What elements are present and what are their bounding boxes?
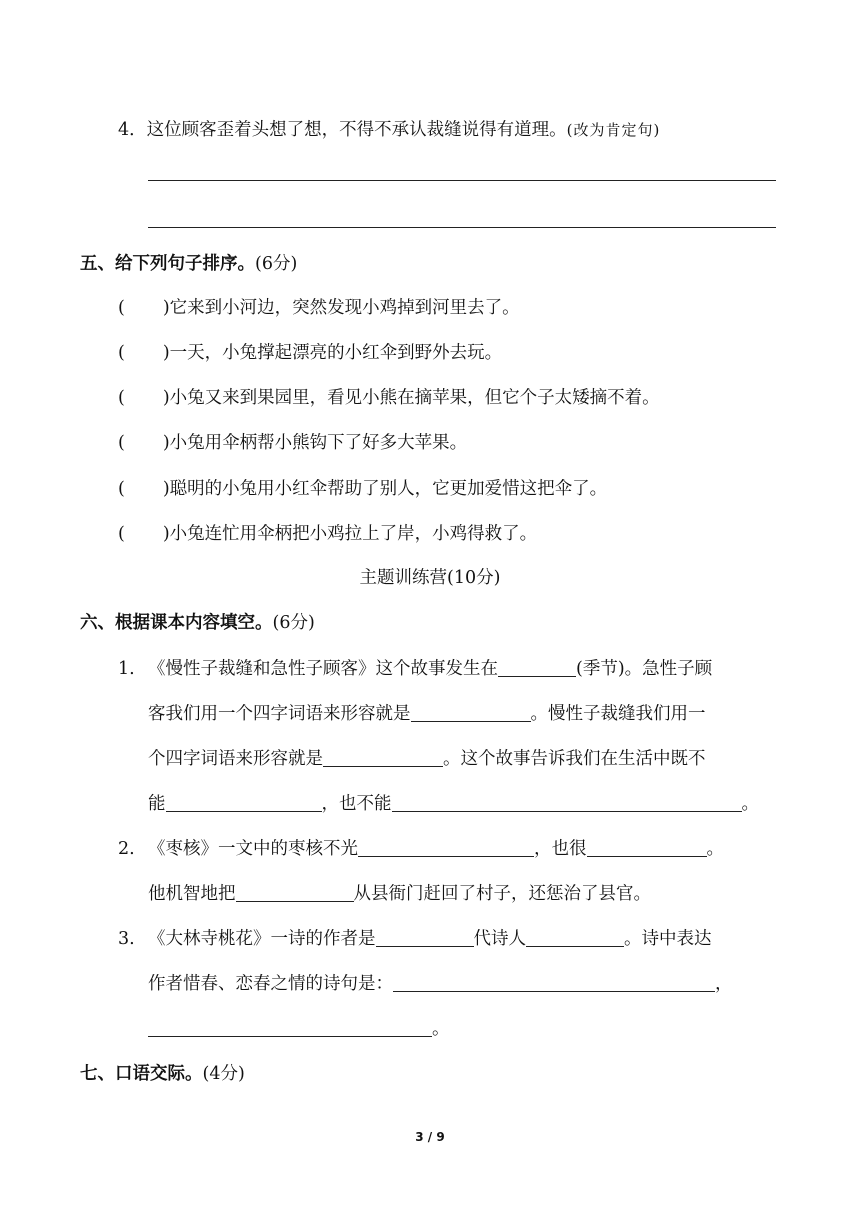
question-number: 1. (118, 659, 135, 679)
section-title: 七、口语交际。 (80, 1064, 203, 1084)
question-6-1-line-2: 客我们用一个四字词语来形容就是 。慢性子裁缝我们用一 (148, 704, 706, 724)
question-6-3-line-3: 。 (148, 1017, 450, 1041)
section-title: 六、根据课本内容填空。 (80, 613, 273, 633)
question-number: 4 (118, 120, 130, 140)
section-5-heading (80, 252, 297, 276)
question-number: 3. (118, 929, 135, 949)
question-6-1-line-4: 能 ，也不能 。 (148, 794, 759, 814)
item-text: 小兔连忙用伞柄把小鸡拉上了岸，小鸡得救了。 (169, 524, 538, 544)
fill-blank[interactable] (587, 838, 707, 857)
item-text: 聪明的小兔用小红伞帮助了别人，它更加爱惜这把伞了。 (169, 479, 608, 499)
order-blank[interactable]: ( ) (118, 343, 170, 363)
fill-blank[interactable] (411, 703, 531, 722)
fill-blank[interactable] (358, 838, 534, 857)
question-text: 这位顾客歪着头想了想，不得不承认裁缝说得有道理。 (146, 120, 567, 140)
ordering-item (118, 386, 660, 410)
question-6-3-line-1: 3. 《大林寺桃花》一诗的作者是 代诗人 。诗中表达 (118, 929, 712, 949)
item-text: 小兔又来到果园里，看见小熊在摘苹果，但它个子太矮摘不着。 (169, 388, 660, 408)
answer-line[interactable] (148, 227, 776, 228)
section-score: (6分) (255, 254, 298, 274)
ordering-item (118, 522, 537, 546)
section-7-heading (80, 1062, 245, 1086)
fill-blank[interactable] (166, 793, 322, 812)
answer-line[interactable] (148, 180, 776, 181)
ordering-item (118, 341, 502, 365)
order-blank[interactable]: ( ) (118, 433, 170, 453)
ordering-item (118, 431, 467, 455)
section-6-heading (80, 611, 315, 635)
item-text: 它来到小河边，突然发现小鸡掉到河里去了。 (169, 298, 520, 318)
question-6-1-line-3: 个四字词语来形容就是 。这个故事告诉我们在生活中既不 (148, 749, 706, 769)
order-blank[interactable]: ( ) (118, 388, 170, 408)
fill-blank[interactable] (236, 883, 354, 902)
fill-blank[interactable] (393, 973, 715, 992)
fill-blank[interactable] (498, 658, 576, 677)
ordering-item (118, 477, 607, 501)
item-text: 小兔用伞柄帮小熊钩下了好多大苹果。 (169, 433, 468, 453)
page-number: 3 / 9 (415, 1130, 445, 1144)
question-6-3-line-2: 作者惜春、恋春之情的诗句是： ， (148, 974, 733, 994)
order-blank[interactable]: ( ) (118, 298, 170, 318)
fill-blank[interactable] (392, 793, 742, 812)
section-score: (6分) (272, 613, 315, 633)
fill-blank[interactable] (323, 748, 443, 767)
question-4: 4．这位顾客歪着头想了想，不得不承认裁缝说得有道理。(改为肯定句) (118, 120, 661, 140)
section-title: 五、给下列句子排序。 (80, 254, 255, 274)
fill-blank[interactable] (526, 928, 624, 947)
section-score: (4分) (202, 1064, 245, 1084)
question-6-2-line-2: 他机智地把 从县衙门赶回了村子，还惩治了县官。 (148, 884, 651, 904)
question-number: 2. (118, 839, 135, 859)
fill-blank[interactable] (376, 928, 474, 947)
question-note: (改为肯定句) (566, 121, 661, 139)
order-blank[interactable]: ( ) (118, 524, 170, 544)
order-blank[interactable]: ( ) (118, 479, 170, 499)
fill-blank[interactable] (148, 1018, 432, 1037)
question-6-1-line-1: 1. 《慢性子裁缝和急性子顾客》这个故事发生在 (季节)。急性子顾 (118, 659, 713, 679)
item-text: 一天，小兔撑起漂亮的小红伞到野外去玩。 (169, 343, 503, 363)
question-6-2-line-1: 2. 《枣核》一文中的枣核不光 ，也很 。 (118, 839, 724, 859)
ordering-item (118, 296, 520, 320)
theme-camp-heading: 主题训练营(10分) (359, 568, 501, 588)
